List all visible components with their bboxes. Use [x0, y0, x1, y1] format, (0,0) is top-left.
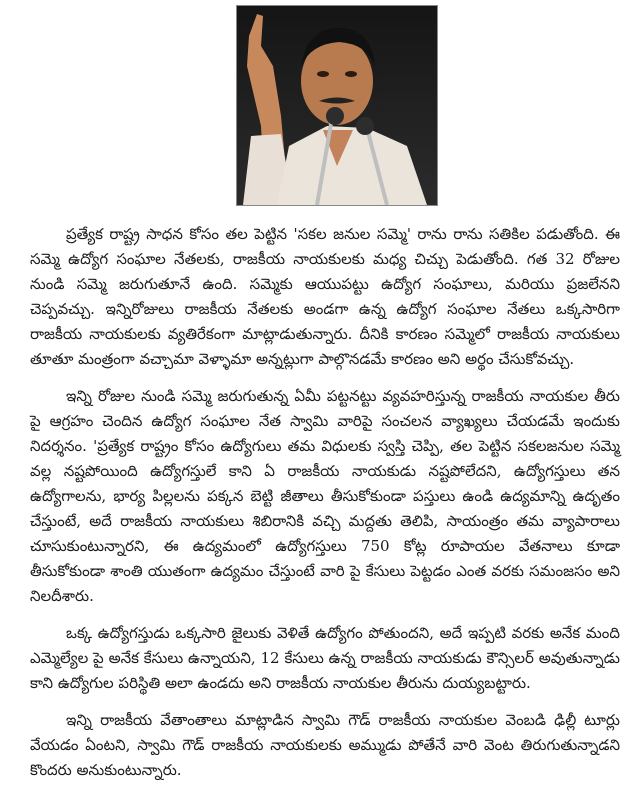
speaker-at-microphone-photo	[237, 6, 437, 205]
speaker-photo	[236, 5, 438, 206]
article-paragraph-2: ఇన్ని రోజుల నుండి సమ్మె జరుగుతున్న ఏమీ పట్టనట్టు వ్యవహరిస్తున్న రాజకీయ నాయకుల తీరు పై ఆగ్రహం చెందిన ఉద్యోగ సంఘాల నేత స్వామి వారిపై సంచలన వ్యాఖ్యలు చేయడమే ఇందుకు నిదర్శనం. 'ప్రత్యేక రాష్ట్రం కోసం ఉద్యోగులు తమ విధులకు స్వస్తి చెప్పి, తల పెట్టిన సకలజనుల సమ్మె వల్ల నష్టపోయింది ఉద్యోగస్తులే కాని ఏ రాజకీయ నాయకుడు నష్టపోలేదని, ఉద్యోగస్తులు తన ఉద్యోగాలను, భార్య పిల్లలను పక్కన బెట్టి జీతాలు తీసుకోకుండా పస్తులు ఉండి ఉద్యమాన్ని ఉదృతం చేస్తుంటే, అదే రాజకీయ నాయకులు శిబిరానికి వచ్చి మద్దతు తెలిపి, సాయంత్రం తమ వ్యాపారాలు చూసుకుంటున్నారని, ఈ ఉద్యమంలో ఉద్యోగస్తులు 750 కోట్ల రూపాయల వేతనాలు కూడా తీసుకోకుండా శాంతి యుతంగా ఉద్యమం చేస్తుంటే వారి పై కేసులు పెట్టడం ఎంత వరకు సమంజసం అని నిలదీశారు.	[30, 387, 620, 605]
article-paragraph-3: ఒక్క ఉద్యోగస్తుడు ఒక్కసారి జైలుకు వెళితే ఉద్యోగం పోతుందని, అదే ఇప్పటి వరకు అనేక మంది ఎమ్మెల్యేల పై అనేక కేసులు ఉన్నాయని, 12 కేసులు ఉన్న రాజకీయ నాయకుడు కౌన్సిలర్ అవుతున్నాడు కాని ఉద్యోగుల పరిస్థితి అలా ఉండదు అని రాజకీయ నాయకుల తీరును దుయ్యబట్టారు.	[30, 624, 620, 692]
article-paragraph-1: ప్రత్యేక రాష్ట్ర సాధన కోసం తల పెట్టిన 'సకల జనుల సమ్మె' రాను రాను సతికిల పడుతోంది. ఈ సమ్మె ఉద్యోగ సంఘాల నేతలకు, రాజకీయ నాయకులకు మధ్య చిచ్చు పెడుతోంది. గత 32 రోజుల నుండి సమ్మె జరుగుతూనే ఉంది. సమ్మెకు ఆయుపట్టు ఉద్యోగ సంఘాలు, మరియు ప్రజలేనని చెప్పవచ్చు. ఇన్నిరోజులు రాజకీయ నేతలకు అండగా ఉన్న ఉద్యోగ సంఘాల నేతలు ఒక్కసారిగా రాజకీయ నాయకులకు వ్యతిరేకంగా మాట్లాడుతున్నారు. దీనికి కారణం సమ్మెలో రాజకీయ నాయకులు తూతూ మంత్రంగా వచ్చామా వెళ్ళామా అన్నట్లుగా పాల్గొనడమే కారణం అని అర్థం చేసుకోవచ్చు.	[30, 225, 620, 368]
article-paragraph-4: ఇన్ని రాజకీయ వేతాంతాలు మాట్లాడిన స్వామి గౌడ్ రాజకీయ నాయకుల వెంబడి ఢిల్లీ టూర్లు వేయడం ఏంటని, స్వామి గౌడ్ రాజకీయ నాయకులకు అమ్ముడు పోతేనే వారి వెంట తిరుగుతున్నాడని కొందరు అనుకుంటున్నారు.	[30, 711, 620, 779]
article-body	[30, 222, 620, 795]
